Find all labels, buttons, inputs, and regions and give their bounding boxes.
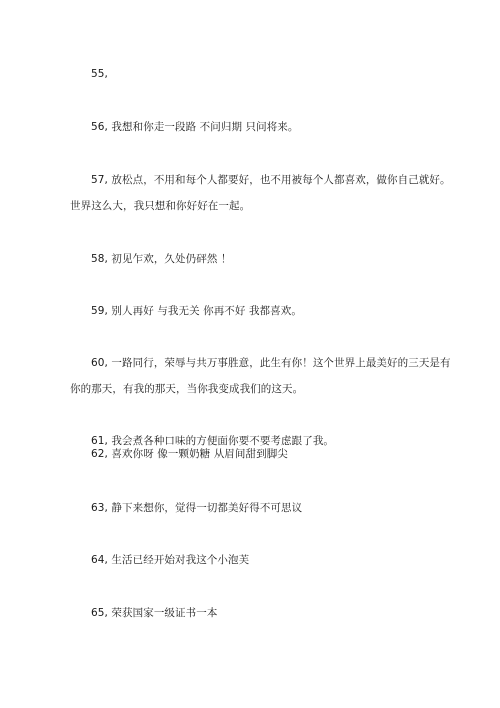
entry-65: 65, 荣获国家一级证书一本 xyxy=(91,607,218,619)
entry-55: 55, xyxy=(91,68,108,80)
entry-62: 62, 喜欢你呀 像一颗奶糖 从眉间甜到脚尖 xyxy=(91,448,288,460)
entry-61: 61, 我会煮各种口味的方便面你要不要考虑跟了我。 xyxy=(91,435,335,447)
entry-64: 64, 生活已经开始对我这个小泡芙 xyxy=(91,554,250,566)
entry-57-line-2: 世界这么大，我只想和你好好在一起。 xyxy=(70,200,251,212)
entry-58: 58, 初见乍欢，久处仍砰然 ！ xyxy=(91,253,232,265)
entry-57-line-1: 57, 放松点，不用和每个人都要好，也不用被每个人都喜欢，做你自己就好。 xyxy=(91,174,451,186)
entry-59: 59, 别人再好 与我无关 你再不好 我都喜欢。 xyxy=(91,305,302,317)
entry-63: 63, 静下来想你，觉得一切都美好得不可思议 xyxy=(91,502,303,514)
entry-60-line-2: 你的那天，有我的那天，当你我变成我们的这天。 xyxy=(70,383,304,395)
entry-60-line-1: 60, 一路同行，荣辱与共万事胜意，此生有你！这个世界上最美好的三天是有 xyxy=(91,357,451,369)
entry-56: 56, 我想和你走一段路 不问归期 只问将来。 xyxy=(91,121,299,133)
